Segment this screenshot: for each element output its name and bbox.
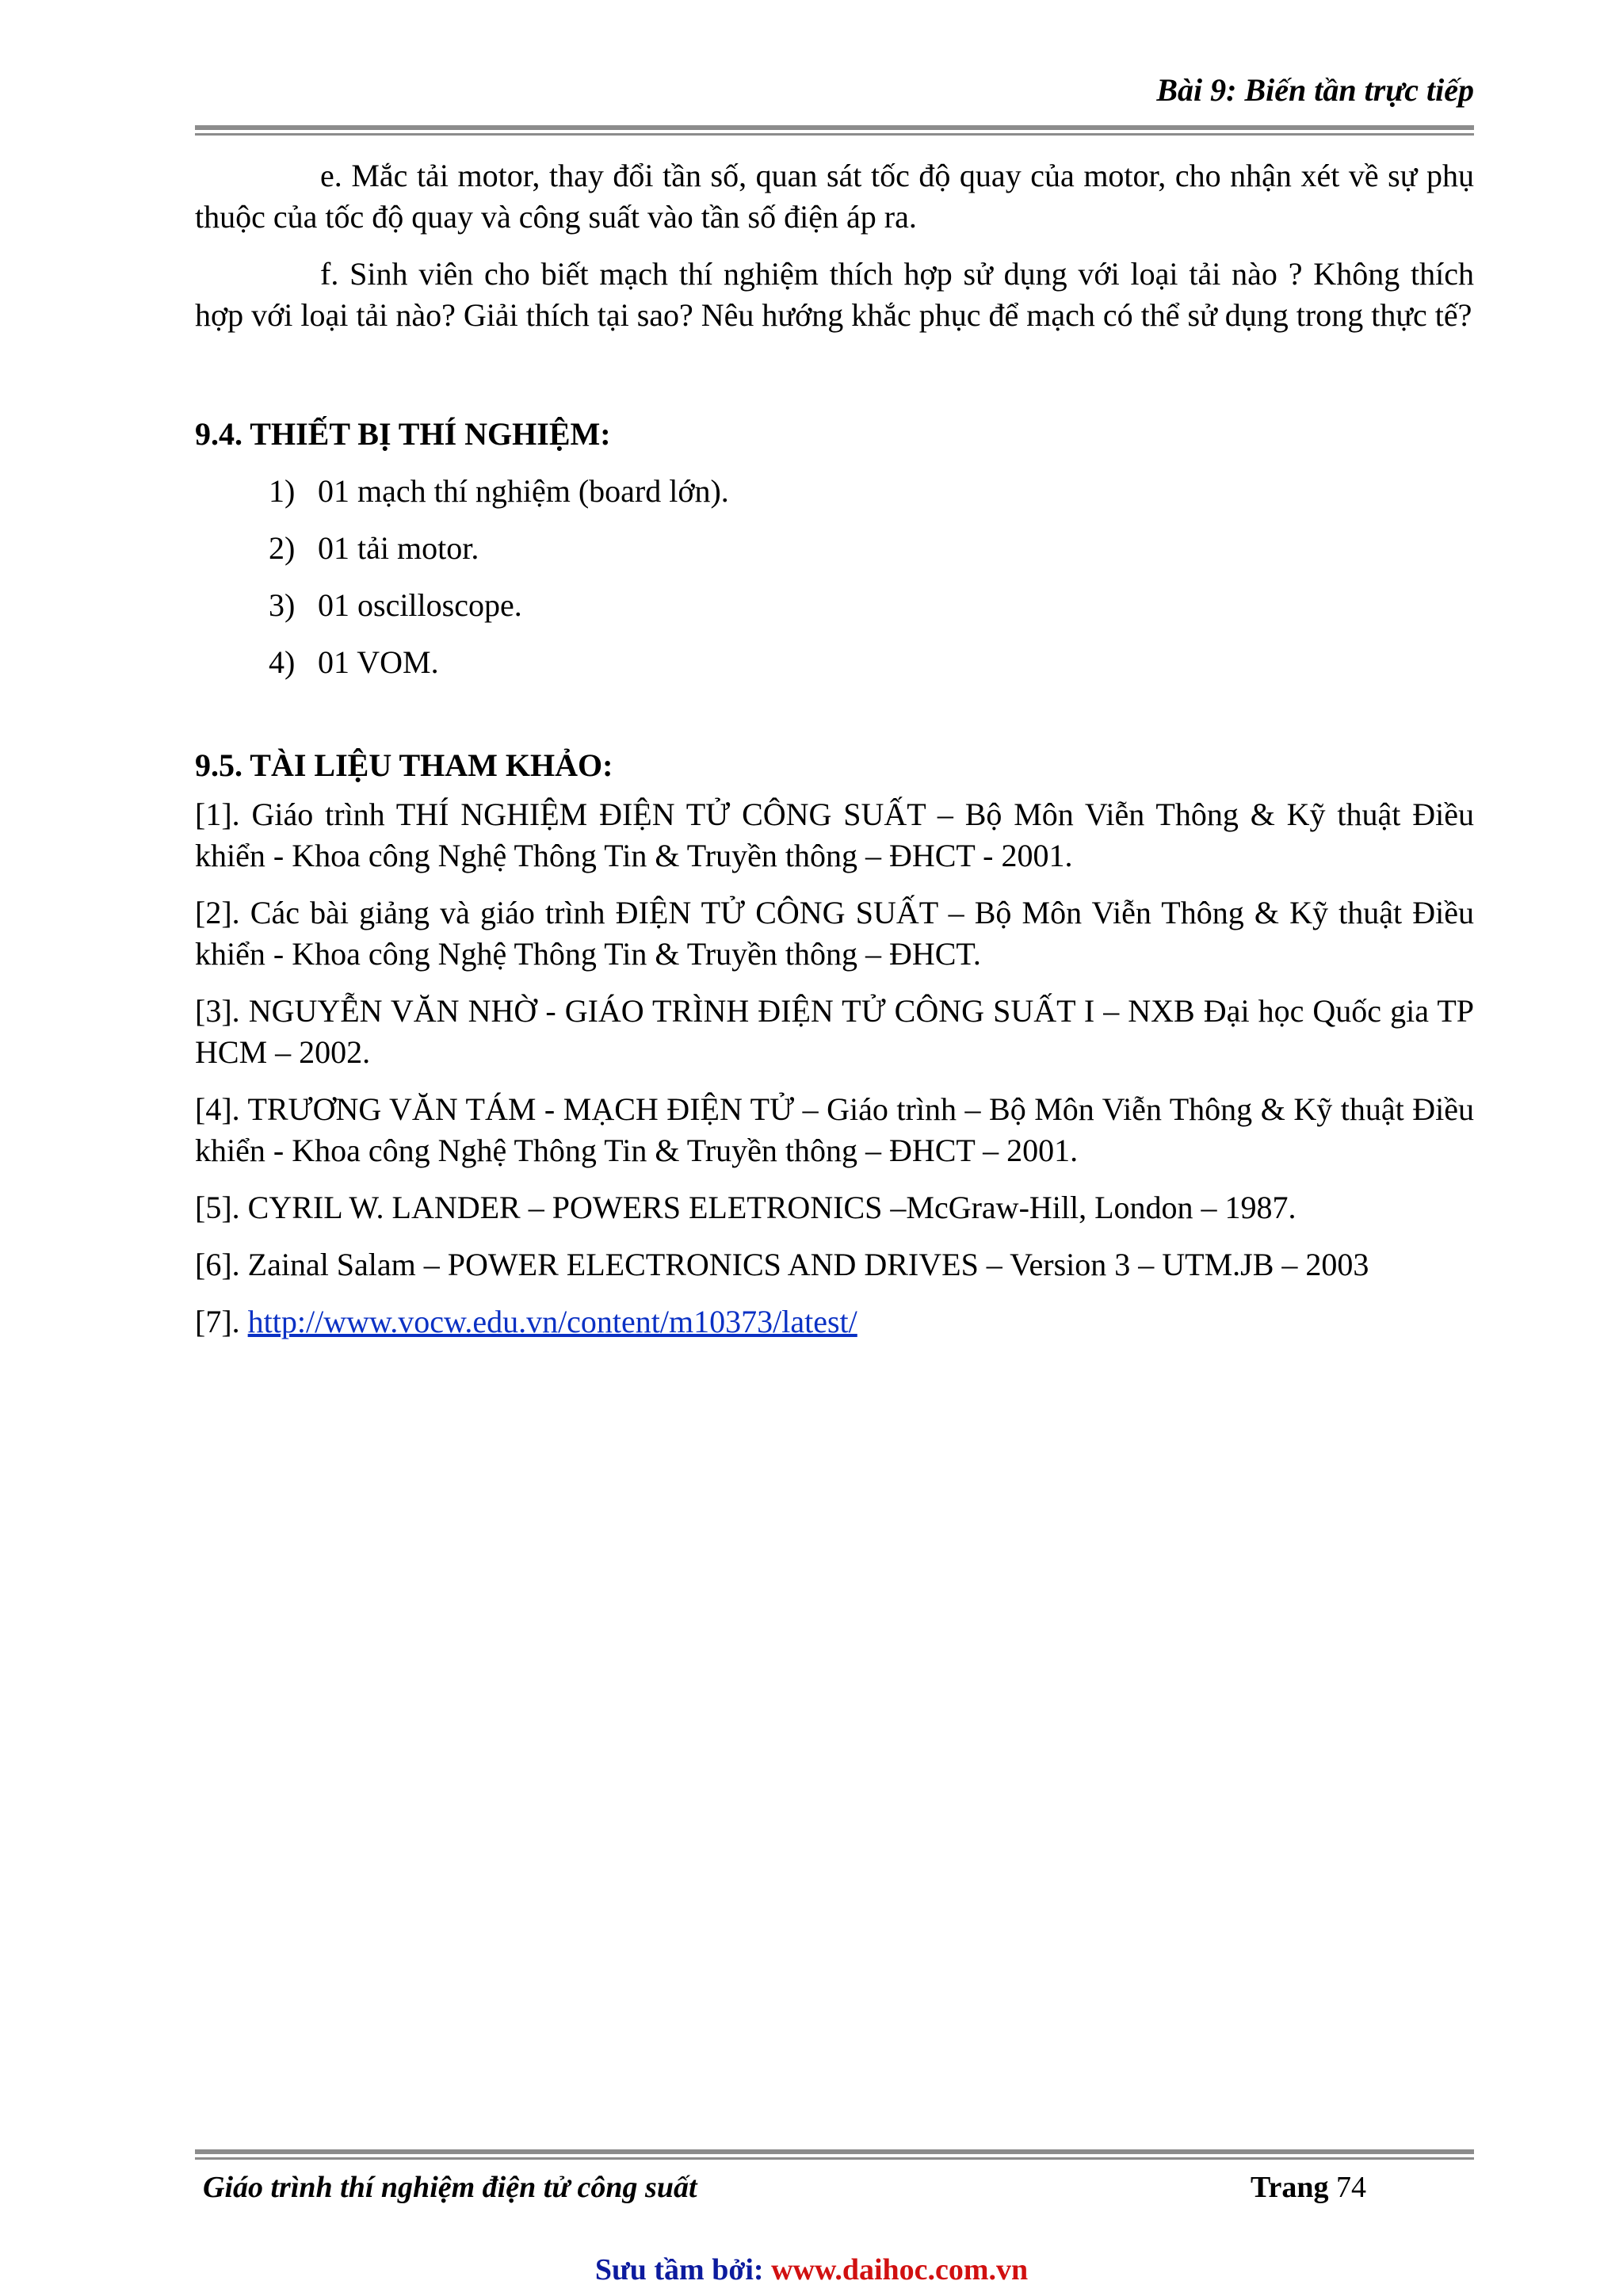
list-item-text: 01 VOM. — [318, 644, 439, 680]
page-number: 74 — [1336, 2171, 1367, 2204]
footer-rule — [195, 2149, 1474, 2160]
page-header-title: Bài 9: Biến tần trực tiếp — [1156, 72, 1474, 108]
list-item-number: 4) — [269, 644, 296, 680]
list-item-text: 01 oscilloscope. — [318, 587, 522, 623]
reference-item: [4]. TRƯƠNG VĂN TÁM - MẠCH ĐIỆN TỬ – Giáo trình – Bộ Môn Viễn Thông & Kỹ thuật Điều khiển - Khoa công Nghệ Thông Tin & Truyền thông – ĐHCT – 2001. — [195, 1091, 1474, 1168]
reference-link[interactable]: http://www.vocw.edu.vn/content/m10373/latest/ — [247, 1304, 857, 1339]
reference-item: [6]. Zainal Salam – POWER ELECTRONICS AND DRIVES – Version 3 – UTM.JB – 2003 — [195, 1247, 1369, 1282]
page-label: Trang — [1251, 2171, 1329, 2204]
source-site-link[interactable]: www.daihoc.com.vn — [771, 2253, 1029, 2286]
footer-title: Giáo trình thí nghiệm điện tử công suất — [203, 2171, 697, 2204]
reference-item: [2]. Các bài giảng và giáo trình ĐIỆN TỬ CÔNG SUẤT – Bộ Môn Viễn Thông & Kỹ thuật Điều khiển - Khoa công Nghệ Thông Tin & Truyền thông – ĐHCT. — [195, 895, 1474, 972]
list-item-number: 1) — [269, 473, 296, 509]
list-item-number: 2) — [269, 530, 296, 566]
list-item-number: 3) — [269, 587, 296, 623]
reference-list — [195, 794, 1474, 1343]
source-credit — [0, 2252, 1623, 2287]
paragraph-f: f. Sinh viên cho biết mạch thí nghiệm thích hợp sử dụng với loại tải nào ? Không thích hợp với loại tải nào? Giải thích tại sao? Nêu hướng khắc phục để mạch có thể sử dụng trong thực tế? — [195, 256, 1474, 333]
list-item — [195, 642, 1474, 699]
list-item — [195, 585, 1474, 642]
source-label: Sưu tầm bởi: — [594, 2253, 764, 2286]
reference-item: [5]. CYRIL W. LANDER – POWERS ELETRONICS –McGraw-Hill, London – 1987. — [195, 1190, 1296, 1225]
list-item — [195, 528, 1474, 585]
paragraph-e: e. Mắc tải motor, thay đổi tần số, quan sát tốc độ quay của motor, cho nhận xét về sự phụ thuộc của tốc độ quay và công suất vào tần số điện áp ra. — [195, 158, 1474, 235]
page-content — [195, 155, 1474, 1358]
reference-item: [3]. NGUYỄN VĂN NHỜ - GIÁO TRÌNH ĐIỆN TỬ CÔNG SUẤT I – NXB Đại học Quốc gia TP HCM – 2002. — [195, 993, 1474, 1070]
reference-item: [1]. Giáo trình THÍ NGHIỆM ĐIỆN TỬ CÔNG SUẤT – Bộ Môn Viễn Thông & Kỹ thuật Điều khiển - Khoa công Nghệ Thông Tin & Truyền thông – ĐHCT - 2001. — [195, 797, 1474, 873]
equipment-list — [195, 471, 1474, 699]
reference-item — [195, 1301, 1474, 1343]
reference-prefix: [7]. — [195, 1304, 248, 1339]
list-item — [195, 471, 1474, 528]
section-heading-9-4: 9.4. THIẾT BỊ THÍ NGHIỆM: — [195, 416, 611, 452]
section-heading-9-5: 9.5. TÀI LIỆU THAM KHẢO: — [195, 747, 613, 783]
footer-page — [1251, 2170, 1366, 2205]
header-rule — [195, 125, 1474, 136]
list-item-text: 01 mạch thí nghiệm (board lớn). — [318, 473, 729, 509]
list-item-text: 01 tải motor. — [318, 530, 479, 566]
